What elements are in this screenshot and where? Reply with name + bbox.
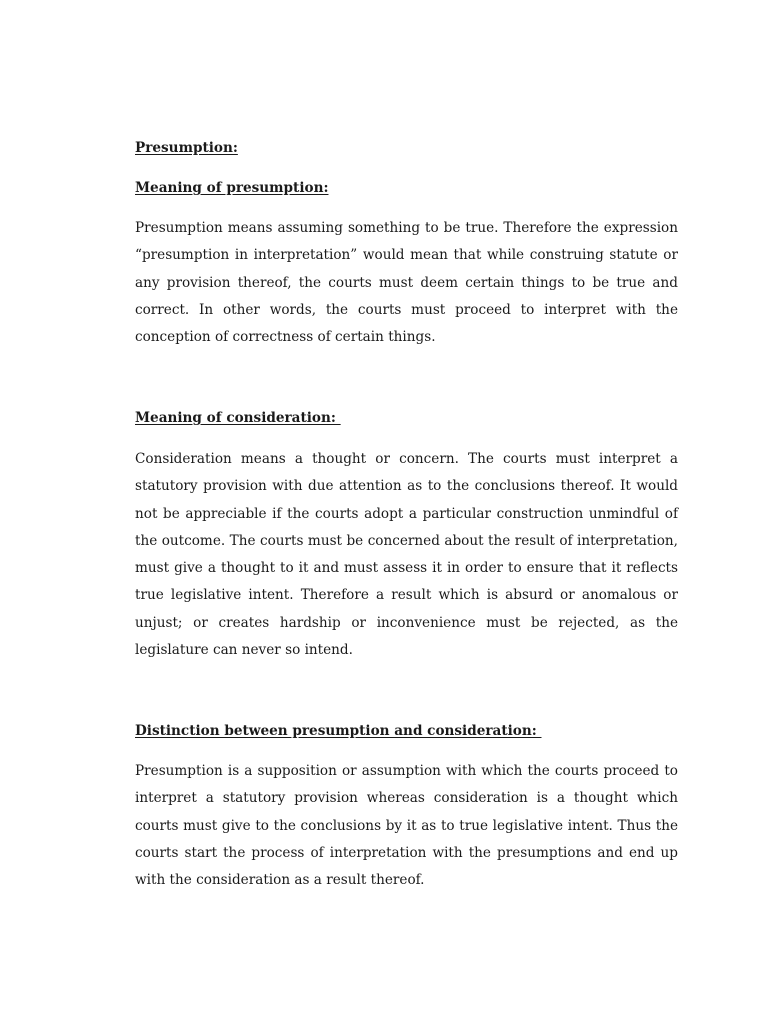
- section-heading-distinction: Distinction between presumption and consideration:: [135, 723, 542, 739]
- section-body-distinction: Presumption is a supposition or assumption with which the courts proceed to interpret a statutory provision whereas consideration is a thought which courts must give to the conclusions by it as to true legislative intent. Thus the courts start the process of interpretation with the presumptions and end up with the consideration as a result thereof.: [135, 763, 678, 889]
- section-body-meaning-of-presumption: Presumption means assuming something to be true. Therefore the expression “presumption in interpretation” would mean that while construing statute or any provision thereof, the courts must deem certain things to be true and correct. In other words, the courts must proceed to interpret with the conception of correctness of certain things.: [135, 220, 678, 346]
- document-page: [135, 0, 678, 1024]
- section-heading-meaning-of-presumption: Meaning of presumption:: [135, 180, 329, 196]
- document-title: Presumption:: [135, 140, 238, 156]
- section-heading-meaning-of-consideration: Meaning of consideration:: [135, 410, 341, 426]
- section-body-meaning-of-consideration: Consideration means a thought or concern. The courts must interpret a statutory provision with due attention as to the conclusions thereof. It would not be appreciable if the courts adopt a particular construction unmindful of the outcome. The courts must be concerned about the result of interpretation, must give a thought to it and must assess it in order to ensure that it reflects true legislative intent. Therefore a result which is absurd or anomalous or unjust; or creates hardship or inconvenience must be rejected, as the legislature can never so intend.: [135, 451, 678, 659]
